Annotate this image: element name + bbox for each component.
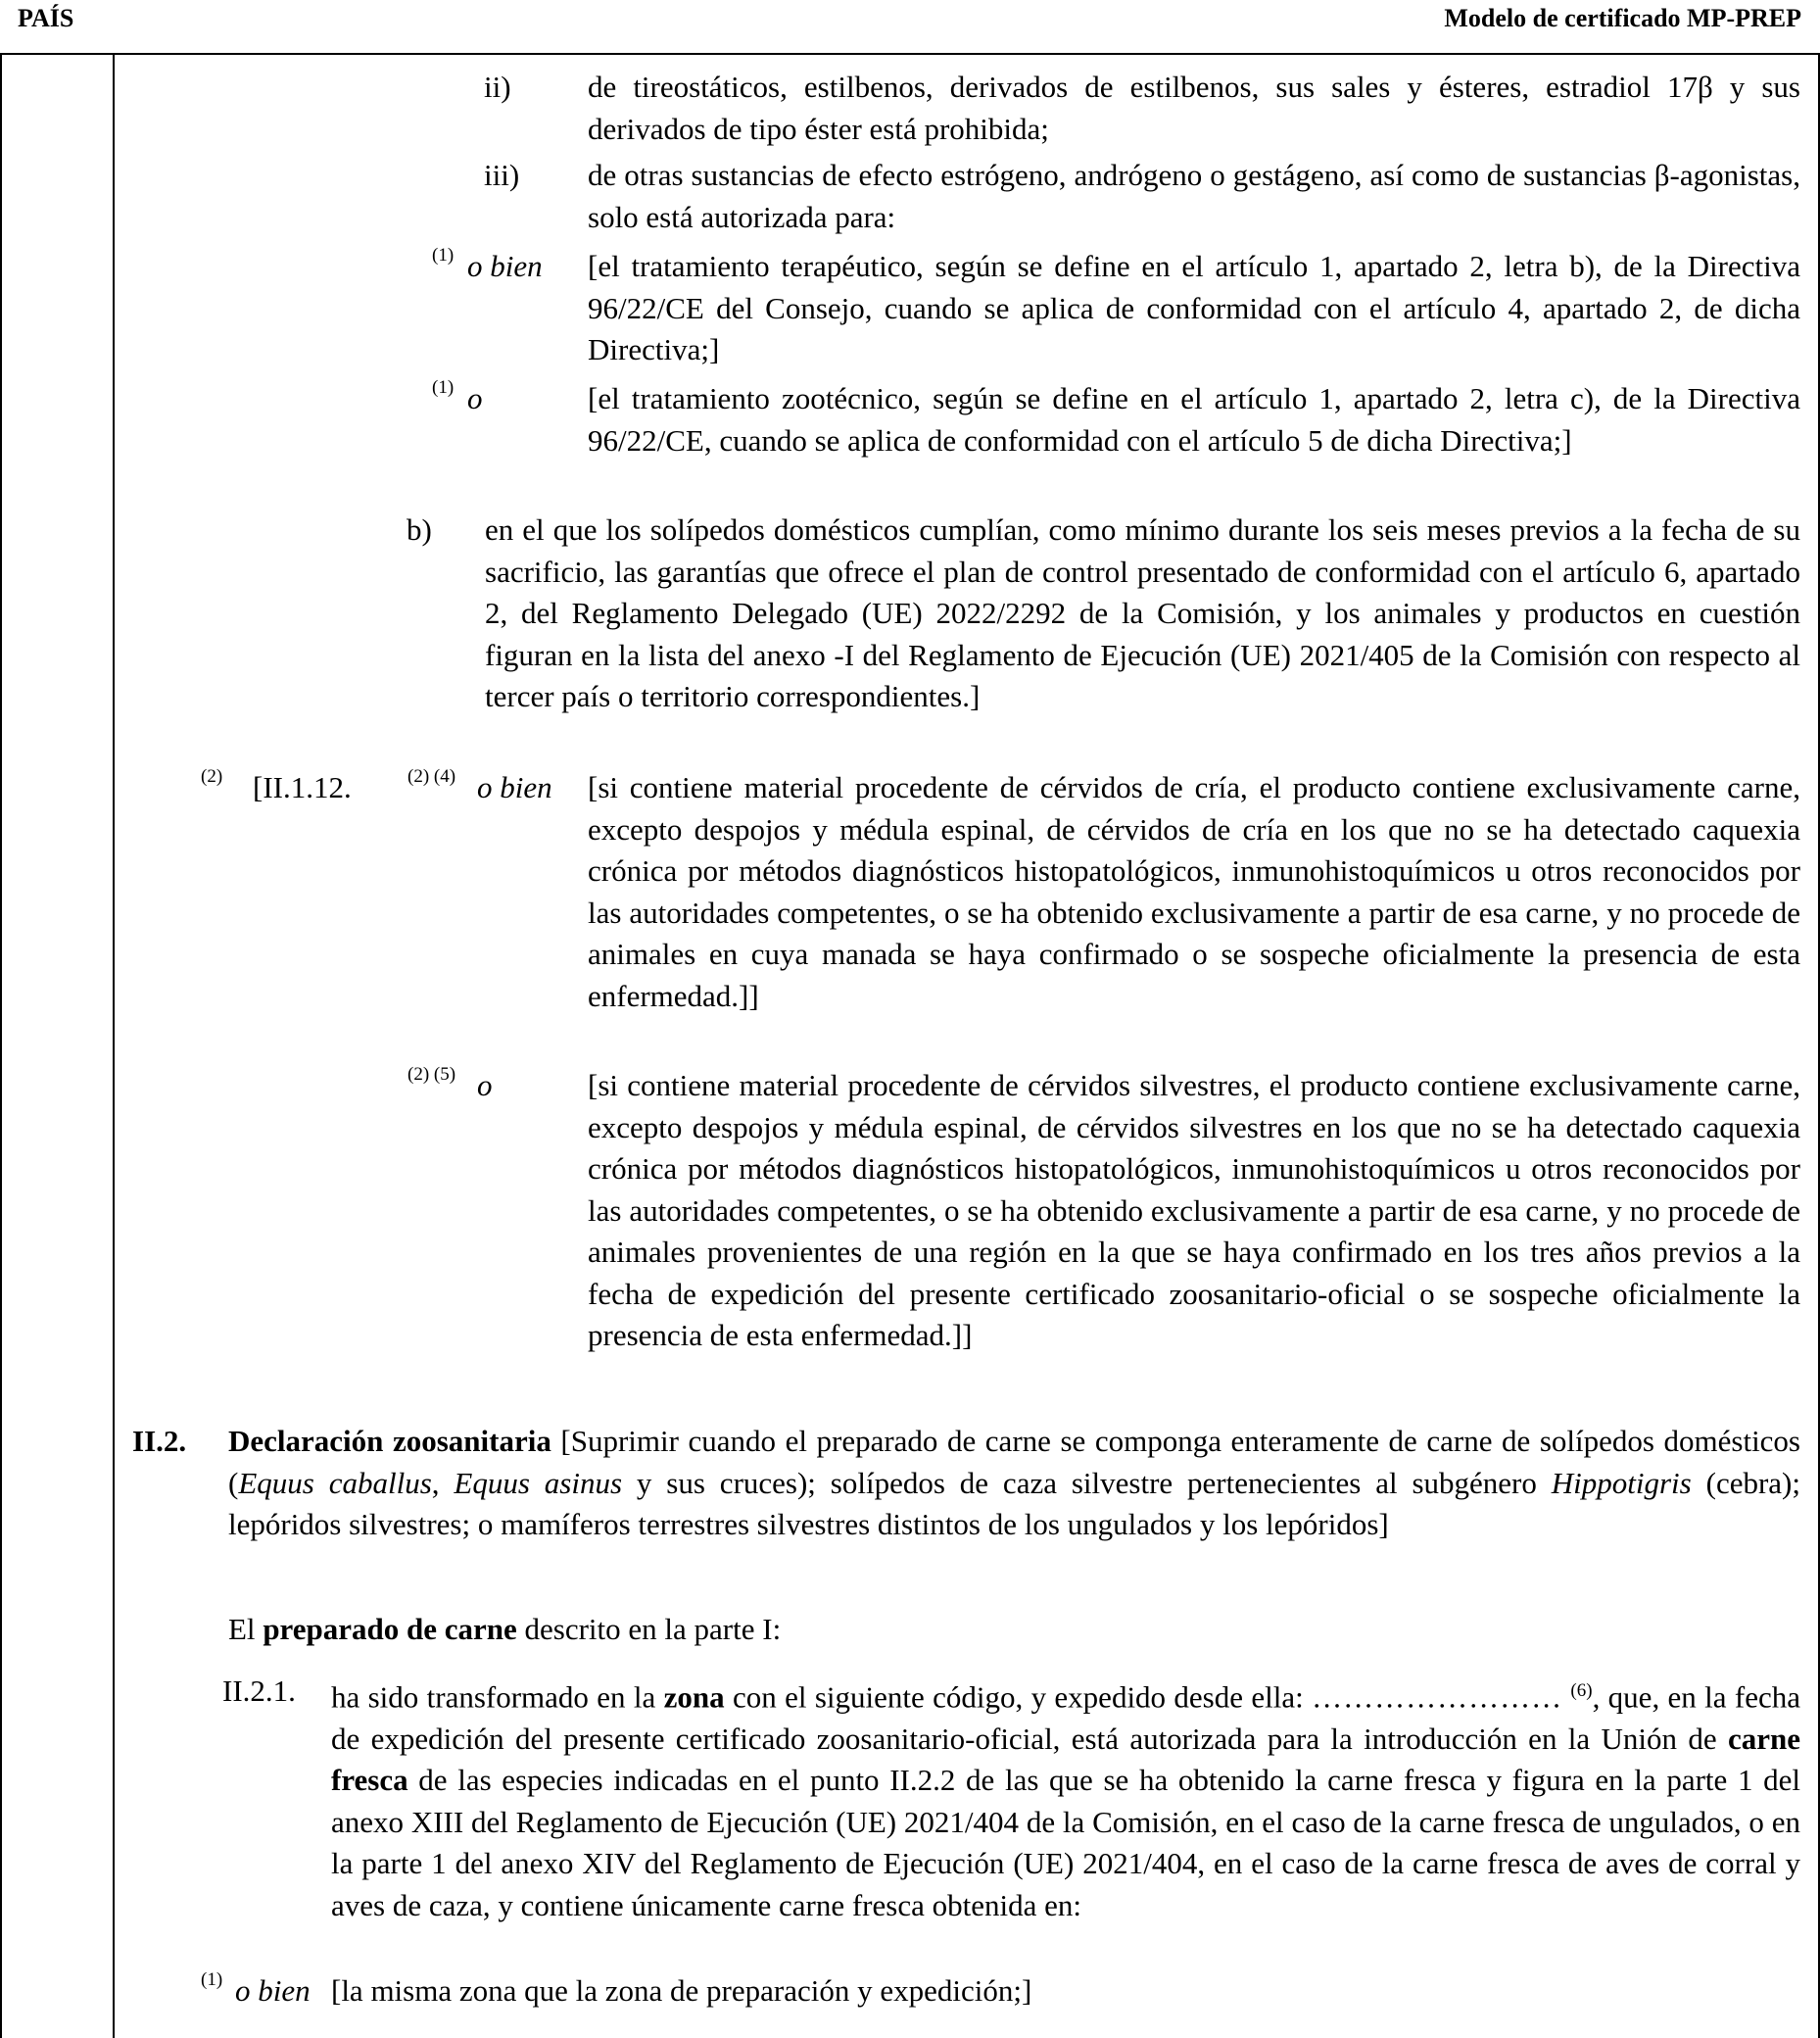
footnote-ref-2-4: (2) (4) [407,766,456,787]
section-number-ii-2-1: II.2.1. [222,1674,296,1708]
item-ii-label: ii) [484,70,511,104]
column-divider [113,53,115,2038]
option-farmed-cervids-text: [si contiene material procedente de cérvidos de cría, el producto contiene exclusivamente carne, excepto despojos y médula espinal, de cérvidos de cría en los que no se ha detectado caquexia crónica por métodos diagnósticos histopatológicos, inmunohistoquímicos u otros reconocidos por las autoridades competentes, o se ha obtenido exclusivamente a partir de esa carne, y no procede de animales en cuya manada se haya confirmado o se sospeche oficialmente la presencia de esta enfermedad.]] [588,770,1800,1013]
item-ii-2-1-text: ha sido transformado en la zona con el siguiente código, y expedido desde ella: …………………… $^{(6)}$, que, en la fecha de expedición del presente certificado zoosanitario-oficial, está autorizada para la introducción en la Unión de carne fresca de las especies indicadas en el punto II.2.2 de las que se ha obtenido la carne fresca y figura en la parte 1 del anexo XIII del Reglamento de Ejecución (UE) 2021/404 de la Comisión, en el caso de la carne fresca de ungulados, o en la parte 1 del anexo XIV del Reglamento de Ejecución (UE) 2021/404, en el caso de la carne fresca de aves de corral y aves de caza, y contiene únicamente carne fresca obtenida en: [331,1679,1800,1922]
footnote-ref-1: (1) [432,377,455,398]
option-zootechnical-text: [el tratamiento zootécnico, según se define en el artículo 1, apartado 2, letra c), de la Directiva 96/22/CE, cuando se aplica de conformidad con el artículo 5 de dicha Directiva;] [588,381,1800,458]
meat-preparation-intro: El preparado de carne descrito en la parte I: [228,1612,782,1646]
option-o-label: o [467,381,483,415]
header-divider [0,53,1820,55]
option-o-bien-label: o bien [467,249,543,283]
footnote-ref-2-5: (2) (5) [407,1064,456,1085]
footnote-ref-6: (6) [1570,1680,1593,1701]
footnote-ref-1: (1) [201,1969,223,1990]
option-therapeutic-text: [el tratamiento terapéutico, según se define en el artículo 1, apartado 2, letra b), de la Directiva 96/22/CE del Consejo, cuando se aplica de conformidad con el artículo 4, apartado 2, de dicha Directiva;] [588,249,1800,366]
subgenus-name: Hippotigris [1551,1465,1692,1500]
item-b-label: b) [407,512,432,547]
option-o-bien-label: o bien [477,770,552,804]
section-number-ii-1-12: [II.1.12. [253,770,352,804]
animal-health-declaration-heading: Declaración zoosanitaria [Suprimir cuando el preparado de carne se componga enteramente de carne de solípedos domésticos (Equus caballus, Equus asinus y sus cruces); solípedos de caza silvestre pertenecientes al subgénero Hippotigris (cebra); lepóridos silvestres; o mamíferos terrestres silvestres distintos de los ungulados y los lepóridos] [228,1424,1800,1541]
zone-code-fill-in-field[interactable]: …………………… [1312,1679,1563,1715]
species-name: Equus asinus [454,1465,623,1500]
item-b-text: en el que los solípedos domésticos cumplían, como mínimo durante los seis meses previos a la fecha de su sacrificio, las garantías que ofrece el plan de control presentado de conformidad con el artículo 6, apartado 2, del Reglamento Delegado (UE) 2022/2292 de la Comisión, y los animales y productos en cuestión figuran en la lista del anexo -I del Reglamento de Ejecución (UE) 2021/405 de la Comisión con respecto al tercer país o territorio correspondientes.] [485,512,1800,713]
left-border [0,53,2,2038]
option-wild-cervids-text: [si contiene material procedente de cérvidos silvestres, el producto contiene exclusivamente carne, excepto despojos y médula espinal, de cérvidos silvestres en los que no se ha detectado caquexia crónica por métodos diagnósticos histopatológicos, inmunohistoquímicos u otros reconocidos por las autoridades competentes, o se ha obtenido exclusivamente a partir de esa carne, y no procede de animales provenientes de una región en la que se haya confirmado en los tres años previos a la fecha de expedición del presente certificado zoosanitario-oficial o se sospeche oficialmente la presencia de esta enfermedad.]] [588,1068,1800,1352]
header-country: PAÍS [18,4,74,32]
item-iii-text: de otras sustancias de efecto estrógeno, andrógeno o gestágeno, así como de sustancias β-agonistas, solo está autorizada para: [588,158,1800,234]
option-same-zone-text: [la misma zona que la zona de preparación y expedición;] [331,1973,1032,2008]
option-o-label: o [477,1068,493,1102]
species-name: Equus caballus [238,1465,432,1500]
declaration-title: Declaración zoosanitaria [228,1424,551,1458]
item-iii-label: iii) [484,158,520,192]
section-number-ii-2: II.2. [132,1424,187,1458]
footnote-ref-1: (1) [432,245,455,266]
header-model-title: Modelo de certificado MP-PREP [1444,4,1801,32]
option-o-bien-label: o bien [235,1973,311,2008]
footnote-ref-2: (2) [201,766,223,787]
item-ii-text: de tireostáticos, estilbenos, derivados de estilbenos, sus sales y ésteres, estradiol 17β y sus derivados de tipo éster está prohibida; [588,70,1800,146]
